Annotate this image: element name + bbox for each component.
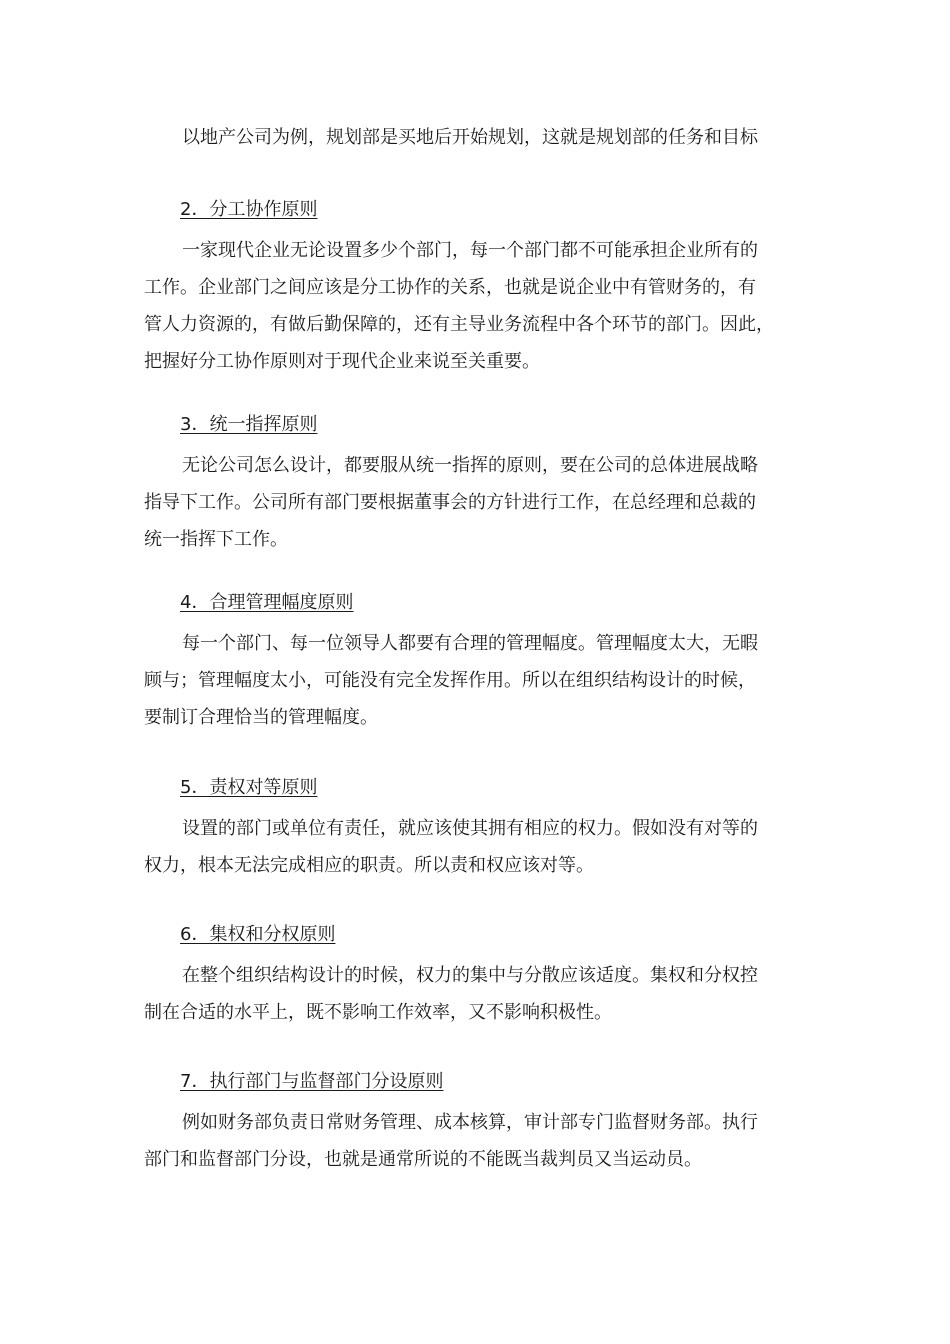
body-line: 无论公司怎么设计，都要服从统一指挥的原则，要在公司的总体进展战略 bbox=[182, 455, 758, 476]
section-responsibility-authority bbox=[144, 774, 824, 884]
section-division-of-labor bbox=[144, 196, 824, 380]
body-line: 设置的部门或单位有责任，就应该使其拥有相应的权力。假如没有对等的 bbox=[182, 818, 758, 839]
body-line: 指导下工作。公司所有部门要根据董事会的方针进行工作，在总经理和总裁的 bbox=[144, 492, 756, 513]
body-line: 权力，根本无法完成相应的职责。所以责和权应该对等。 bbox=[144, 855, 594, 876]
section-heading: 3．统一指挥原则 bbox=[180, 414, 318, 435]
body-line: 统一指挥下工作。 bbox=[144, 529, 288, 550]
section-execution-supervision bbox=[144, 1068, 824, 1178]
section-heading: 5．责权对等原则 bbox=[180, 777, 318, 798]
section-body bbox=[144, 810, 824, 884]
section-body bbox=[144, 447, 824, 558]
section-body bbox=[144, 957, 824, 1031]
section-heading: 4．合理管理幅度原则 bbox=[180, 592, 354, 613]
section-heading: 7．执行部门与监督部门分设原则 bbox=[180, 1071, 444, 1092]
body-line: 工作。企业部门之间应该是分工协作的关系，也就是说企业中有管财务的，有 bbox=[144, 277, 756, 298]
body-line: 一家现代企业无论设置多少个部门，每一个部门都不可能承担企业所有的 bbox=[182, 240, 758, 261]
section-centralization bbox=[144, 921, 824, 1031]
body-line: 在整个组织结构设计的时候，权力的集中与分散应该适度。集权和分权控 bbox=[182, 965, 758, 986]
body-line: 每一个部门、每一位领导人都要有合理的管理幅度。管理幅度太大，无暇 bbox=[182, 633, 758, 654]
section-span-of-control bbox=[144, 589, 824, 736]
section-heading: 6．集权和分权原则 bbox=[180, 924, 336, 945]
section-unified-command bbox=[144, 411, 824, 558]
body-line: 管人力资源的，有做后勤保障的，还有主导业务流程中各个环节的部门。因此， bbox=[144, 314, 774, 335]
body-line: 顾与；管理幅度太小，可能没有完全发挥作用。所以在组织结构设计的时候， bbox=[144, 670, 756, 691]
section-heading: 2．分工协作原则 bbox=[180, 199, 318, 220]
body-line: 要制订合理恰当的管理幅度。 bbox=[144, 707, 378, 728]
body-line: 把握好分工协作原则对于现代企业来说至关重要。 bbox=[144, 351, 540, 372]
body-line: 制在合适的水平上，既不影响工作效率，又不影响积极性。 bbox=[144, 1002, 612, 1023]
body-line: 部门和监督部门分设，也就是通常所说的不能既当裁判员又当运动员。 bbox=[144, 1149, 702, 1170]
section-body bbox=[144, 232, 824, 380]
intro-paragraph: 以地产公司为例，规划部是买地后开始规划，这就是规划部的任务和目标 bbox=[182, 127, 758, 148]
section-body bbox=[144, 625, 824, 736]
body-line: 例如财务部负责日常财务管理、成本核算，审计部专门监督财务部。执行 bbox=[182, 1112, 758, 1133]
section-body bbox=[144, 1104, 824, 1178]
